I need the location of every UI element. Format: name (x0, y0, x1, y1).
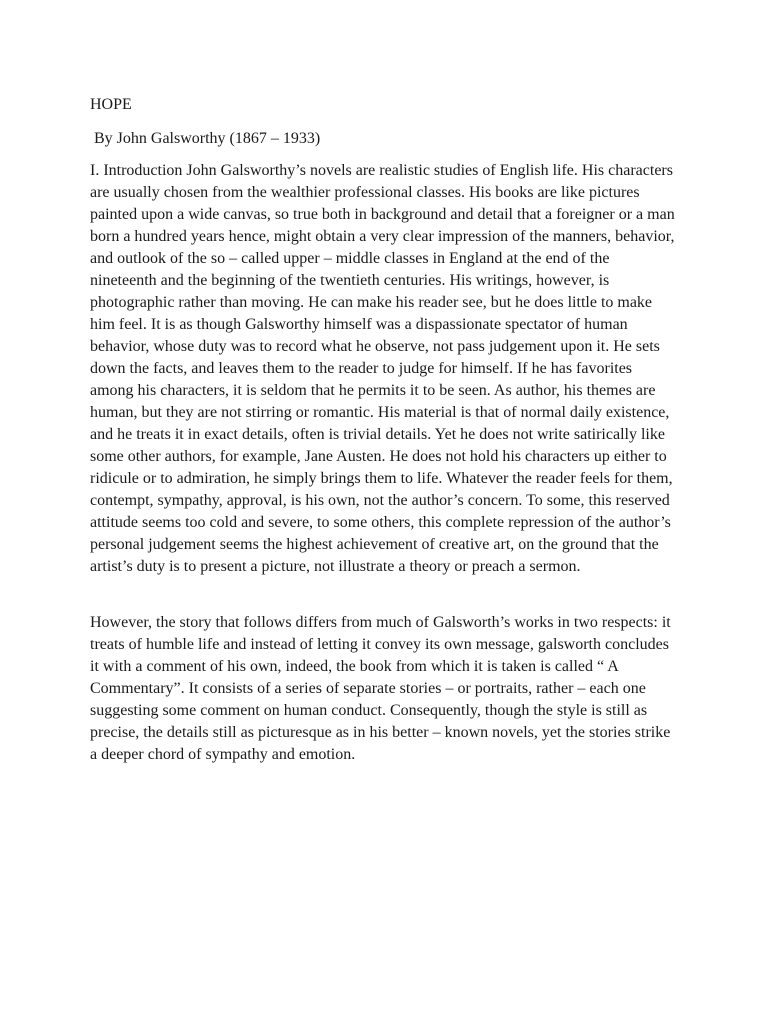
document-title: HOPE (90, 96, 132, 113)
paragraph-introduction: I. Introduction John Galsworthy’s novels are realistic studies of English life. His characters are usually chosen from the wealthier professional classes. His books are like pictures painted upon a wide canvas, so true both in background and detail that a foreigner or a man born a hundred years hence, might obtain a very clear impression of the manners, behavior, and outlook of the so – called upper – middle classes in England at the end of the nineteenth and the beginning of the twentieth centuries. His writings, however, is photographic rather than moving. He can make his reader see, but he does little to make him feel. It is as though Galsworthy himself was a dispassionate spectator of human behavior, whose duty was to record what he observe, not pass judgement upon it. He sets down the facts, and leaves them to the reader to judge for himself. If he has favorites among his characters, it is seldom that he permits it to be seen. As author, his themes are human, but they are not stirring or romantic. His material is that of normal daily existence, and he treats it in exact details, often is trivial details. Yet he does not write satirically like some other authors, for example, Jane Austen. He does not hold his characters up either to ridicule or to admiration, he simply brings them to life. Whatever the reader feels for them, contempt, sympathy, approval, is his own, not the author’s concern. To some, this reserved attitude seems too cold and severe, to some others, this complete repression of the author’s personal judgement seems the highest achievement of creative art, on the ground that the artist’s duty is to present a picture, not illustrate a theory or preach a sermon. (90, 162, 675, 575)
author-byline: By John Galsworthy (1867 – 1933) (90, 130, 321, 147)
paragraph-story-differences: However, the story that follows differs from much of Galsworth’s works in two respects: it treats of humble life and instead of letting it convey its own message, galsworth concludes it with a comment of his own, indeed, the book from which it is taken is called “ A Commentary”. It consists of a series of separate stories – or portraits, rather – each one suggesting some comment on human conduct. Consequently, though the style is still as precise, the details still as picturesque as in his better – known novels, yet the stories strike a deeper chord of sympathy and emotion. (90, 614, 671, 763)
paragraph-spacer (90, 578, 676, 612)
document-body (90, 94, 676, 766)
